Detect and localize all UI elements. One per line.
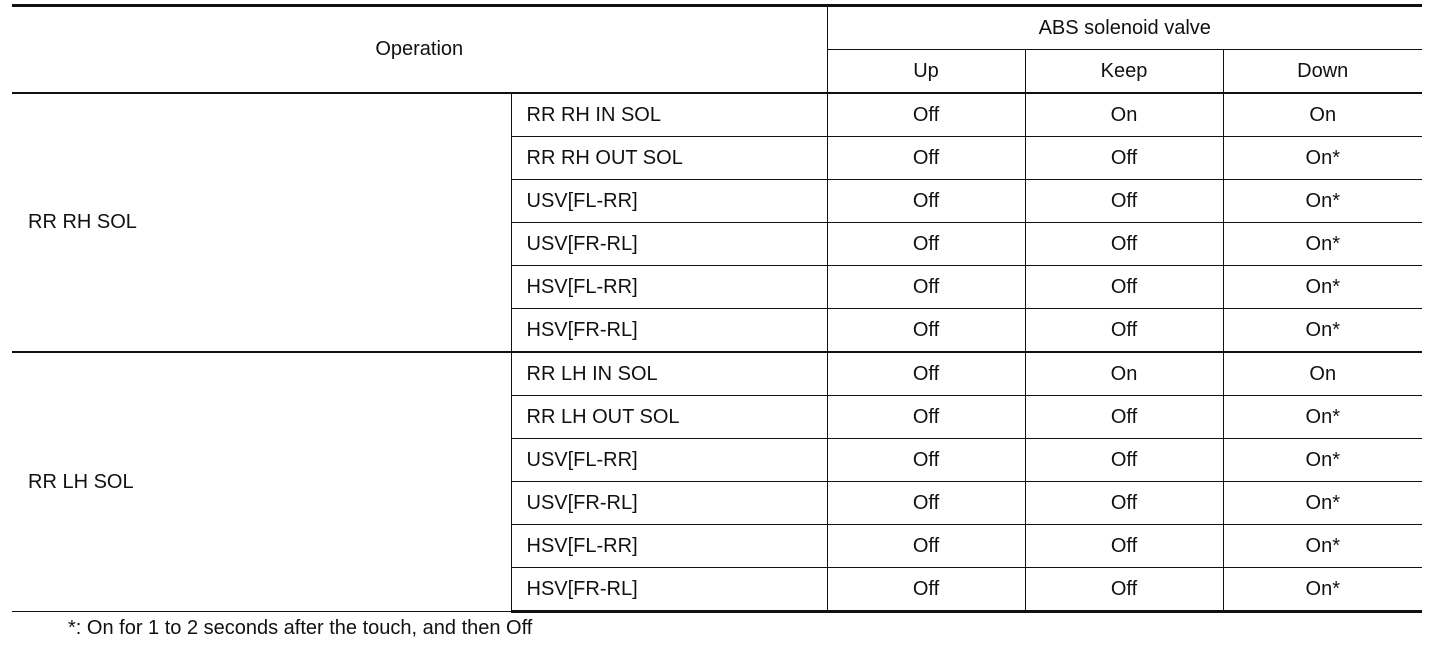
footnote: *: On for 1 to 2 seconds after the touch, and then Off [68,617,533,639]
value-down: On* [1223,525,1422,568]
value-up: Off [827,223,1025,266]
value-keep: Off [1025,525,1223,568]
value-down: On* [1223,266,1422,309]
value-down: On* [1223,309,1422,353]
value-keep: Off [1025,396,1223,439]
value-up: Off [827,568,1025,612]
value-keep: Off [1025,137,1223,180]
value-up: Off [827,180,1025,223]
value-up: Off [827,137,1025,180]
value-down: On* [1223,396,1422,439]
valve-item: HSV[FR-RL] [511,568,827,612]
valve-item: HSV[FL-RR] [511,525,827,568]
column-header-keep: Keep [1025,50,1223,94]
value-up: Off [827,525,1025,568]
value-up: Off [827,93,1025,137]
abs-solenoid-table [12,4,1422,613]
valve-item: RR LH OUT SOL [511,396,827,439]
value-up: Off [827,352,1025,396]
value-keep: Off [1025,482,1223,525]
valve-item: USV[FR-RL] [511,482,827,525]
valve-item: HSV[FL-RR] [511,266,827,309]
column-header-up: Up [827,50,1025,94]
valve-item: USV[FL-RR] [511,439,827,482]
valve-item: RR LH IN SOL [511,352,827,396]
group-label: RR LH SOL [12,352,511,612]
value-keep: Off [1025,568,1223,612]
group-label: RR RH SOL [12,93,511,352]
value-down: On* [1223,439,1422,482]
value-keep: On [1025,93,1223,137]
value-keep: Off [1025,309,1223,353]
valve-item: USV[FL-RR] [511,180,827,223]
value-up: Off [827,482,1025,525]
value-down: On [1223,352,1422,396]
value-down: On* [1223,137,1422,180]
value-keep: On [1025,352,1223,396]
value-down: On* [1223,180,1422,223]
value-down: On* [1223,482,1422,525]
value-down: On [1223,93,1422,137]
valve-item: RR RH OUT SOL [511,137,827,180]
valve-item: USV[FR-RL] [511,223,827,266]
value-up: Off [827,439,1025,482]
valve-item: RR RH IN SOL [511,93,827,137]
value-keep: Off [1025,223,1223,266]
value-keep: Off [1025,266,1223,309]
value-down: On* [1223,568,1422,612]
operation-header: Operation [12,6,827,94]
value-up: Off [827,396,1025,439]
value-keep: Off [1025,439,1223,482]
value-keep: Off [1025,180,1223,223]
value-up: Off [827,309,1025,353]
value-down: On* [1223,223,1422,266]
value-up: Off [827,266,1025,309]
abs-solenoid-valve-header: ABS solenoid valve [827,6,1422,50]
column-header-down: Down [1223,50,1422,94]
valve-item: HSV[FR-RL] [511,309,827,353]
